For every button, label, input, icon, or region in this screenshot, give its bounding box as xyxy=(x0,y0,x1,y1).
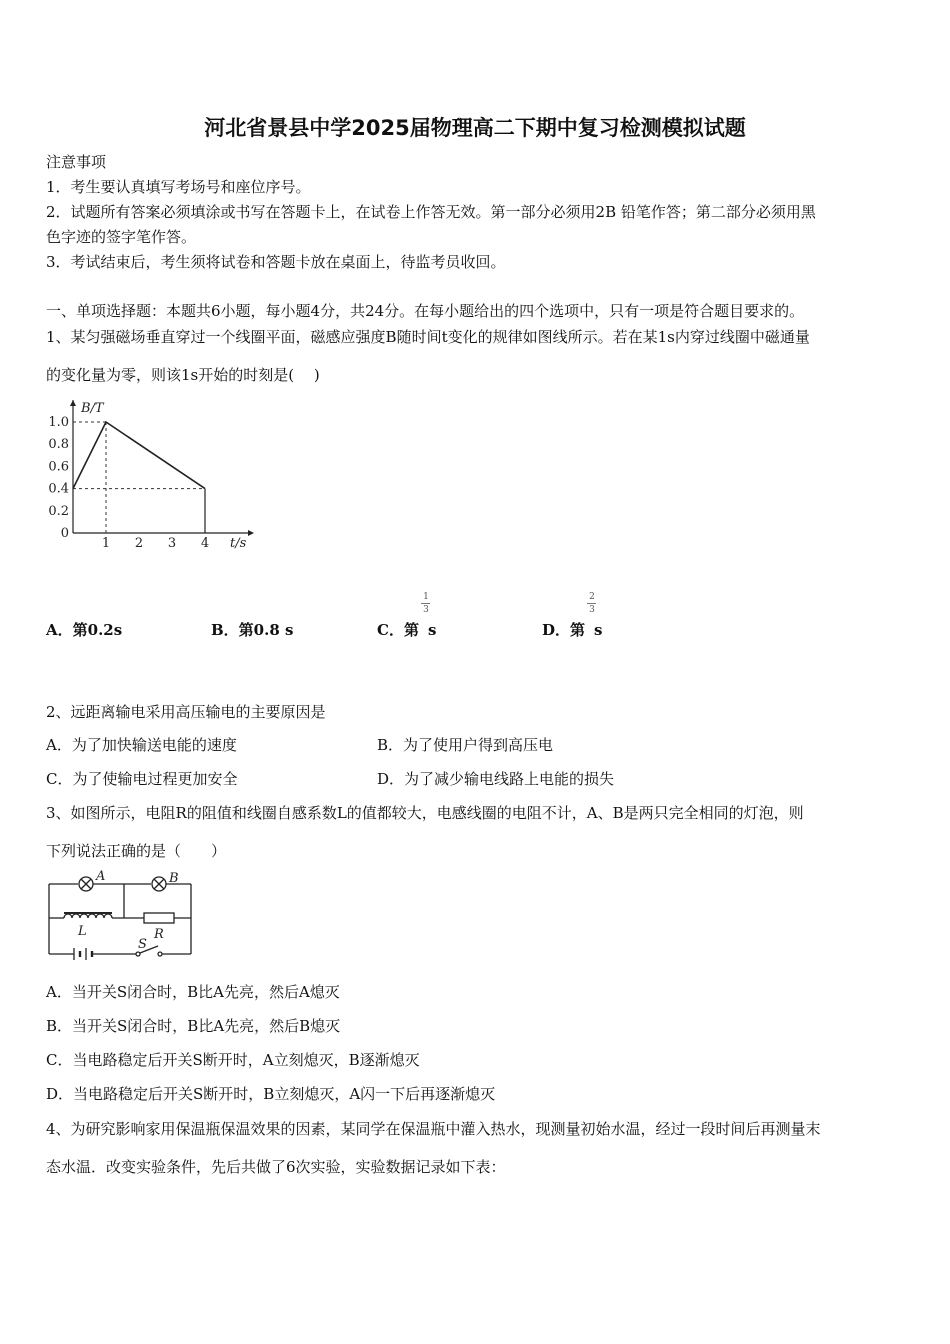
y-tick-label: 0.4 xyxy=(48,481,69,497)
fraction-bar xyxy=(587,603,596,604)
q4-stem: 态水温．改变实验条件，先后共做了6次实验，实验数据记录如下表： xyxy=(46,1158,506,1176)
lamp-b-label: B xyxy=(169,871,179,886)
y-tick-label: 0.6 xyxy=(48,459,69,475)
resistor-icon xyxy=(144,913,174,923)
notice-heading: 注意事项 xyxy=(46,153,107,171)
q2-option-c: C．为了使输电过程更加安全 xyxy=(46,770,238,788)
notice-item: 色字迹的签字笔作答。 xyxy=(46,228,197,246)
q2-option-a: A．为了加快输送电能的速度 xyxy=(46,736,237,754)
x-tick-label: 2 xyxy=(134,536,144,551)
q4-stem: 4、为研究影响家用保温瓶保温效果的因素，某同学在保温瓶中灌入热水，现测量初始水温，经过一段时间后再测量末 xyxy=(46,1120,821,1138)
q1-option-c-denominator: 3 xyxy=(423,605,429,615)
q1-option-c-numerator: 1 xyxy=(423,592,429,602)
y-tick-label: 0.8 xyxy=(48,437,69,453)
inductor-icon xyxy=(64,914,112,918)
q3-stem: 下列说法正确的是（ ） xyxy=(46,842,227,860)
q3-option-b: B．当开关S闭合时，B比A先亮，然后B熄灭 xyxy=(46,1017,341,1035)
notice-item: 1．考生要认真填写考场号和座位序号。 xyxy=(46,178,311,196)
q1-option-a: A．第0.2s xyxy=(46,621,123,639)
q2-option-d: D．为了减少输电线路上电能的损失 xyxy=(377,770,615,788)
y-axis-label: B/T xyxy=(81,401,104,416)
q1-stem: 1、某匀强磁场垂直穿过一个线圈平面，磁感应强度B随时间t变化的规律如图线所示。若在某1s内穿过线圈中磁通量 xyxy=(46,328,810,346)
q1-bt-chart xyxy=(40,392,270,554)
page-title: 河北省景县中学2025届物理高二下期中复习检测模拟试题 xyxy=(204,116,746,140)
q2-stem: 2、远距离输电采用高压输电的主要原因是 xyxy=(46,703,326,721)
fraction-bar xyxy=(421,603,430,604)
x-tick-label: 4 xyxy=(200,536,210,551)
notice-item: 2．试题所有答案必须填涂或书写在答题卡上，在试卷上作答无效。第一部分必须用2B 铅笔作答；第二部分必须用黑 xyxy=(46,203,816,221)
q1-option-d: D．第 xyxy=(542,621,586,639)
q1-option-b: B．第0.8 s xyxy=(211,621,294,639)
q3-stem: 3、如图所示，电阻R的阻值和线圈自感系数L的值都较大，电感线圈的电阻不计，A、B是两只完全相同的灯泡，则 xyxy=(46,804,804,822)
x-axis-arrow xyxy=(248,530,254,536)
y-axis-arrow xyxy=(70,400,76,406)
q1-option-c: C．第 xyxy=(377,621,419,639)
section-heading: 一、单项选择题：本题共6小题，每小题4分，共24分。在每小题给出的四个选项中，只有一项是符合题目要求的。 xyxy=(46,302,805,320)
q3-circuit-diagram xyxy=(44,868,194,970)
y-tick-label: 0 xyxy=(60,526,69,541)
x-axis-label: t/s xyxy=(230,536,247,551)
y-tick-label: 1.0 xyxy=(48,415,69,430)
x-tick-label: 3 xyxy=(167,536,177,551)
b-t-series-line xyxy=(73,422,205,489)
switch-icon xyxy=(136,952,140,956)
y-tick-label: 0.2 xyxy=(48,503,69,519)
q1-option-d-denominator: 3 xyxy=(589,605,595,615)
q3-option-d: D．当电路稳定后开关S断开时，B立刻熄灭，A闪一下后再逐渐熄灭 xyxy=(46,1085,496,1103)
q1-option-d-unit: s xyxy=(594,621,603,639)
q1-option-c-unit: s xyxy=(428,621,437,639)
switch-label: S xyxy=(138,937,147,952)
q1-stem: 的变化量为零，则该1s开始的时刻是( ) xyxy=(46,366,320,384)
lamp-a-label: A xyxy=(96,869,106,884)
q1-option-d-numerator: 2 xyxy=(589,592,595,602)
resistor-label: R xyxy=(154,927,164,942)
q2-option-b: B．为了使用户得到高压电 xyxy=(377,736,554,754)
q3-option-a: A．当开关S闭合时，B比A先亮，然后A熄灭 xyxy=(46,983,340,1001)
x-tick-label: 1 xyxy=(101,536,111,551)
notice-item: 3．考试结束后，考生须将试卷和答题卡放在桌面上，待监考员收回。 xyxy=(46,253,506,271)
q3-option-c: C．当电路稳定后开关S断开时，A立刻熄灭，B逐渐熄灭 xyxy=(46,1051,420,1069)
inductor-label: L xyxy=(78,924,87,939)
